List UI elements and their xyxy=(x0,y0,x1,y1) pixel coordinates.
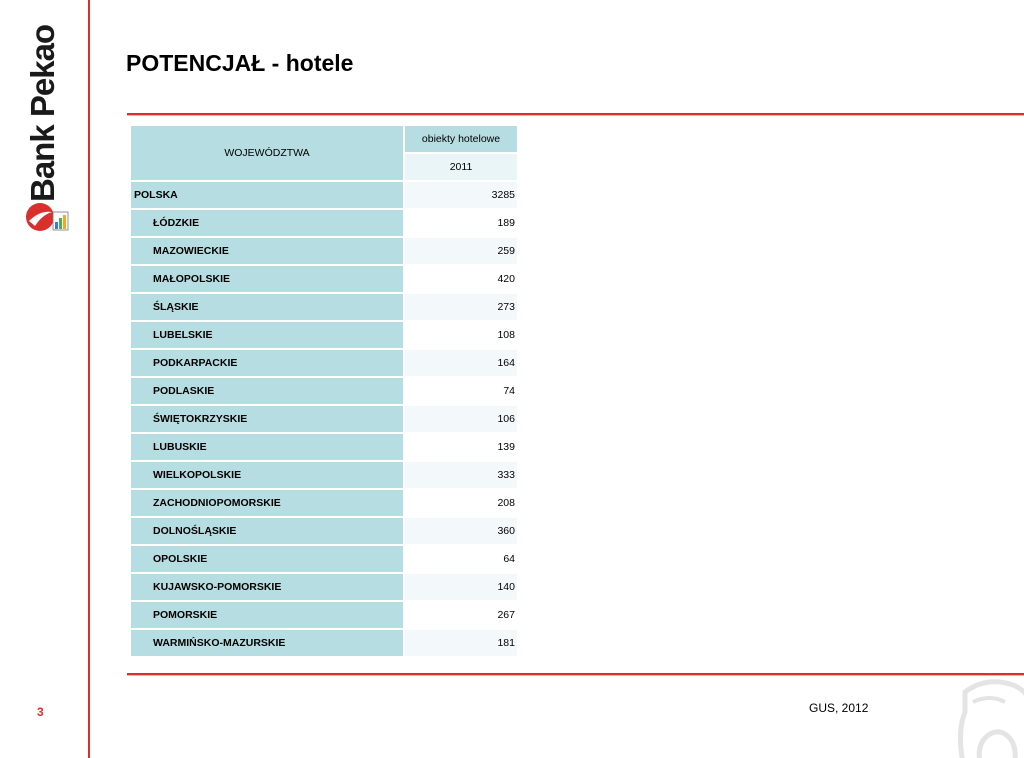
row-name-total: POLSKA xyxy=(131,182,405,210)
row-value: 360 xyxy=(405,518,519,546)
table-row xyxy=(131,518,519,546)
row-name: MAŁOPOLSKIE xyxy=(131,266,405,294)
row-value: 181 xyxy=(405,630,519,658)
row-name: MAZOWIECKIE xyxy=(131,238,405,266)
row-value: 106 xyxy=(405,406,519,434)
row-name: LUBELSKIE xyxy=(131,322,405,350)
row-value: 164 xyxy=(405,350,519,378)
row-name: KUJAWSKO-POMORSKIE xyxy=(131,574,405,602)
table-row xyxy=(131,182,519,210)
table-row xyxy=(131,546,519,574)
table-row xyxy=(131,294,519,322)
logo-text: Bank Pekao xyxy=(24,24,61,202)
slide-title: POTENCJAŁ - hotele xyxy=(126,50,354,76)
header-row xyxy=(131,126,519,154)
bison-watermark-icon xyxy=(955,672,1024,758)
table-row xyxy=(131,350,519,378)
header-voivodeship: WOJEWÓDZTWA xyxy=(131,126,405,182)
row-value: 333 xyxy=(405,462,519,490)
row-name: ŚWIĘTOKRZYSKIE xyxy=(131,406,405,434)
row-name: LUBUSKIE xyxy=(131,434,405,462)
header-year: 2011 xyxy=(405,154,519,182)
table-row xyxy=(131,322,519,350)
row-value: 139 xyxy=(405,434,519,462)
table-row xyxy=(131,630,519,658)
row-value: 140 xyxy=(405,574,519,602)
source-note: GUS, 2012 xyxy=(809,701,869,715)
top-divider xyxy=(127,113,1024,115)
row-value: 3285 xyxy=(405,182,519,210)
bank-logo xyxy=(18,24,78,234)
row-name: POMORSKIE xyxy=(131,602,405,630)
page-number: 3 xyxy=(37,705,44,719)
row-value: 259 xyxy=(405,238,519,266)
row-value: 64 xyxy=(405,546,519,574)
table-row xyxy=(131,462,519,490)
row-value: 208 xyxy=(405,490,519,518)
row-name: WARMIŃSKO-MAZURSKIE xyxy=(131,630,405,658)
table-row xyxy=(131,602,519,630)
row-name: ZACHODNIOPOMORSKIE xyxy=(131,490,405,518)
table-row xyxy=(131,434,519,462)
row-value: 267 xyxy=(405,602,519,630)
table-row xyxy=(131,378,519,406)
left-accent-rule xyxy=(88,0,90,758)
table-row xyxy=(131,266,519,294)
table-row xyxy=(131,238,519,266)
row-name: PODLASKIE xyxy=(131,378,405,406)
header-hotel-objects: obiekty hotelowe xyxy=(405,126,519,154)
row-value: 273 xyxy=(405,294,519,322)
table-row xyxy=(131,574,519,602)
row-name: DOLNOŚLĄSKIE xyxy=(131,518,405,546)
bank-pekao-logo-icon xyxy=(18,34,78,234)
row-name: WIELKOPOLSKIE xyxy=(131,462,405,490)
row-name: OPOLSKIE xyxy=(131,546,405,574)
hotels-table xyxy=(131,126,519,658)
table-row xyxy=(131,406,519,434)
table-row xyxy=(131,210,519,238)
row-value: 108 xyxy=(405,322,519,350)
row-value: 420 xyxy=(405,266,519,294)
row-name: ŚLĄSKIE xyxy=(131,294,405,322)
row-value: 74 xyxy=(405,378,519,406)
row-name: PODKARPACKIE xyxy=(131,350,405,378)
bottom-divider xyxy=(127,673,1024,675)
table-row xyxy=(131,490,519,518)
row-name: ŁÓDZKIE xyxy=(131,210,405,238)
row-value: 189 xyxy=(405,210,519,238)
